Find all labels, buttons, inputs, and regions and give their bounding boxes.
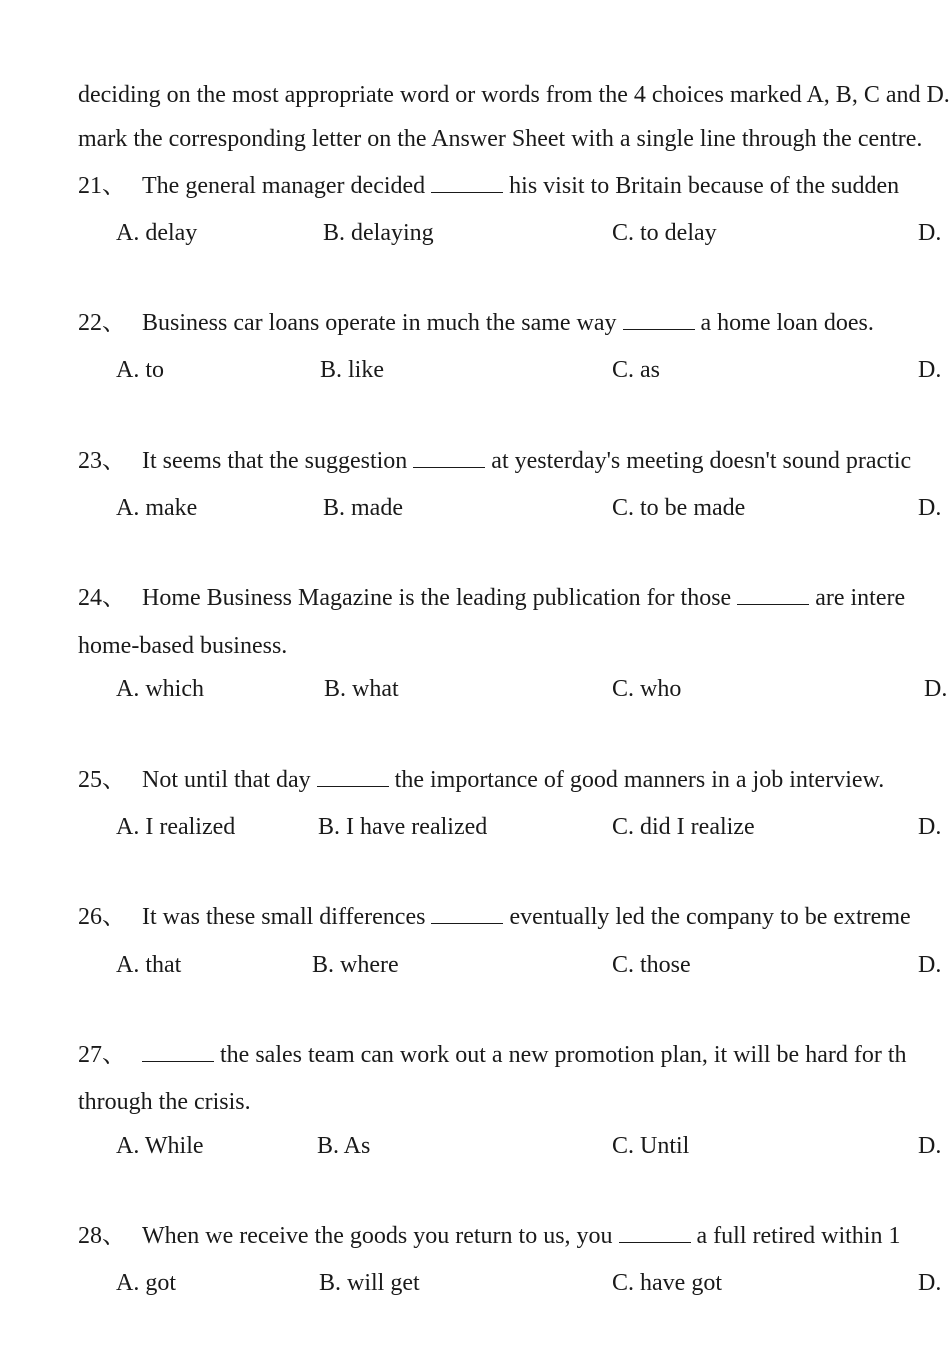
question-number: 26、	[78, 904, 126, 930]
option-b: B. where	[312, 952, 399, 978]
option-c: C. did I realize	[612, 814, 755, 840]
question-25	[78, 765, 884, 795]
question-text-after: the importance of good manners in a job interview.	[394, 767, 885, 793]
option-a: A. make	[116, 495, 198, 521]
question-text-after: a full retired within 1	[696, 1223, 901, 1249]
answer-blank	[413, 447, 485, 468]
question-text-after: are intere	[815, 585, 906, 611]
question-23	[78, 446, 911, 476]
option-c: C. to be made	[612, 495, 746, 521]
option-c: C. Until	[612, 1133, 690, 1159]
answer-blank	[623, 309, 695, 330]
option-a: A. delay	[116, 220, 198, 246]
option-d: D.	[918, 495, 942, 521]
question-text-after: his visit to Britain because of the sudden	[509, 173, 900, 199]
question-number: 23、	[78, 448, 126, 474]
option-c: C. as	[612, 357, 660, 383]
instructions-line-1: deciding on the most appropriate word or words from the 4 choices marked A, B, C and D.	[78, 82, 950, 108]
option-b: B. delaying	[323, 220, 434, 246]
question-28	[78, 1221, 900, 1251]
question-22	[78, 308, 874, 338]
option-c: C. those	[612, 952, 691, 978]
option-d: D.	[918, 1270, 942, 1296]
option-d: D.	[918, 1133, 942, 1159]
question-text-before: Not until that day	[142, 767, 311, 793]
option-d: D.	[924, 676, 948, 702]
instructions-line-2: mark the corresponding letter on the Answer Sheet with a single line through the centre.	[78, 126, 923, 152]
option-a: A. to	[116, 357, 164, 383]
answer-blank	[317, 766, 389, 787]
option-b: B. what	[324, 676, 399, 702]
question-27	[78, 1040, 906, 1070]
option-b: B. As	[317, 1133, 371, 1159]
question-text-before: When we receive the goods you return to us, you	[142, 1223, 613, 1249]
option-b: B. made	[323, 495, 403, 521]
question-number: 28、	[78, 1223, 126, 1249]
option-b: B. like	[320, 357, 384, 383]
question-text-before: It was these small differences	[142, 904, 426, 930]
option-c: C. have got	[612, 1270, 722, 1296]
option-a: A. which	[116, 676, 204, 702]
option-a: A. that	[116, 952, 182, 978]
option-d: D.	[918, 952, 942, 978]
question-text-before: It seems that the suggestion	[142, 448, 408, 474]
answer-blank	[431, 172, 503, 193]
question-24	[78, 583, 905, 613]
answer-blank	[142, 1041, 214, 1062]
question-number: 27、	[78, 1042, 126, 1068]
answer-blank	[431, 903, 503, 924]
question-continuation: through the crisis.	[78, 1089, 251, 1115]
question-text-before: Business car loans operate in much the same way	[142, 310, 617, 336]
question-text-before: The general manager decided	[142, 173, 426, 199]
question-26	[78, 902, 911, 932]
question-continuation: home-based business.	[78, 633, 288, 659]
question-text-before: Home Business Magazine is the leading publication for those	[142, 585, 732, 611]
question-text-after: the sales team can work out a new promotion plan, it will be hard for th	[220, 1042, 907, 1068]
option-c: C. who	[612, 676, 682, 702]
option-b: B. I have realized	[318, 814, 488, 840]
question-number: 21、	[78, 173, 126, 199]
option-a: A. While	[116, 1133, 204, 1159]
option-b: B. will get	[319, 1270, 420, 1296]
option-d: D.	[918, 357, 942, 383]
question-number: 24、	[78, 585, 126, 611]
question-21	[78, 171, 899, 201]
option-c: C. to delay	[612, 220, 717, 246]
question-number: 25、	[78, 767, 126, 793]
answer-blank	[619, 1222, 691, 1243]
question-text-after: at yesterday's meeting doesn't sound practic	[491, 448, 912, 474]
option-d: D.	[918, 814, 942, 840]
question-number: 22、	[78, 310, 126, 336]
answer-blank	[737, 584, 809, 605]
option-a: A. I realized	[116, 814, 236, 840]
question-text-after: a home loan does.	[700, 310, 874, 336]
option-a: A. got	[116, 1270, 176, 1296]
question-text-after: eventually led the company to be extreme	[509, 904, 911, 930]
option-d: D.	[918, 220, 942, 246]
